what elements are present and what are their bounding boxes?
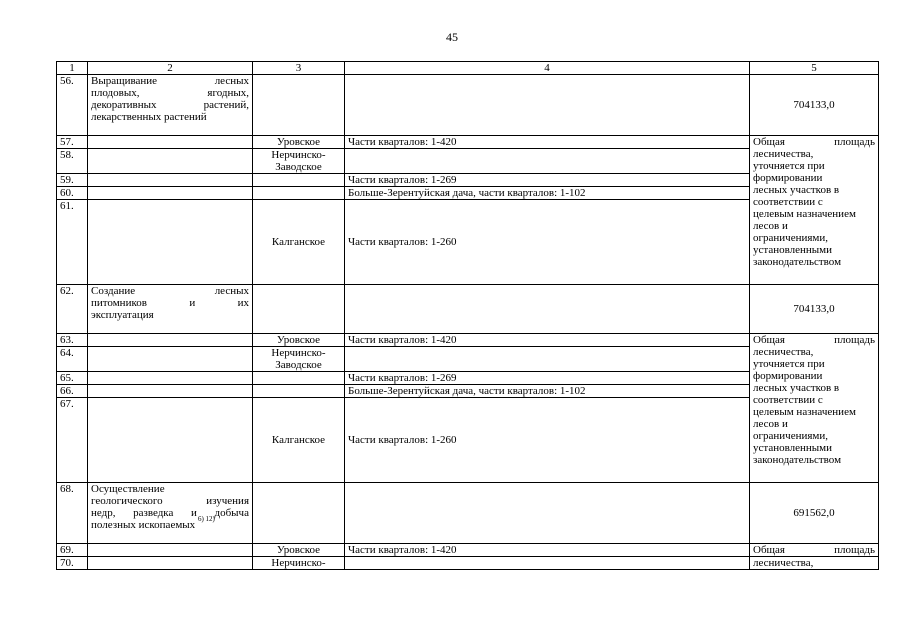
- note-line: установленными: [753, 244, 833, 256]
- note-line: уточняется при: [753, 358, 825, 370]
- parts-cell: Части кварталов: 1-420: [345, 136, 750, 149]
- activity-cell: [88, 385, 253, 398]
- table-row: [57, 557, 879, 570]
- note-line: соответствии с: [753, 394, 823, 406]
- row-number: 60.: [57, 187, 88, 200]
- note-cell: лесничества,: [750, 557, 879, 570]
- parts-cell: Части кварталов: 1-420: [345, 334, 750, 347]
- note-line: лесов и: [753, 220, 788, 232]
- row-number: 69.: [57, 544, 88, 557]
- forestry-cell: [253, 347, 345, 372]
- activity-line: геологического изучения: [91, 495, 249, 507]
- row-number: 56.: [57, 75, 88, 136]
- forestry-cell: Калганское: [253, 398, 345, 483]
- parts-cell: [345, 557, 750, 570]
- table-row: [57, 483, 879, 544]
- footnote-marker: 6) 12): [197, 515, 215, 523]
- forestry-line: Заводское: [275, 359, 322, 371]
- note-line: ограничениями,: [753, 232, 829, 244]
- note-line: лесничества,: [753, 148, 814, 160]
- row-number: 61.: [57, 200, 88, 285]
- parts-cell: Части кварталов: 1-260: [345, 200, 750, 285]
- note-cell: [750, 544, 879, 557]
- header-cell-1: 1: [57, 62, 88, 75]
- activity-line: Создание лесных: [91, 285, 249, 297]
- activity-line: плодовых, ягодных,: [91, 87, 249, 99]
- row-number: 57.: [57, 136, 88, 149]
- table-row: [57, 544, 879, 557]
- parts-cell: [345, 347, 750, 372]
- forestry-cell: [253, 385, 345, 398]
- forestry-cell: [253, 149, 345, 174]
- activity-cell: [88, 544, 253, 557]
- note-line: лесных участков в: [753, 184, 840, 196]
- activity-line: эксплуатация: [91, 309, 154, 321]
- note-line: лесничества,: [753, 346, 814, 358]
- row-number: 67.: [57, 398, 88, 483]
- forestry-cell: Уровское: [253, 334, 345, 347]
- page-number: 45: [446, 30, 458, 44]
- note-line: уточняется при: [753, 160, 825, 172]
- forest-use-table: [56, 61, 879, 570]
- parts-cell: Части кварталов: 1-420: [345, 544, 750, 557]
- row-number: 70.: [57, 557, 88, 570]
- forestry-line: Нерчинско-: [271, 347, 326, 359]
- note-line: целевым назначением: [753, 406, 856, 418]
- note-cell: [750, 136, 879, 285]
- table-row: [57, 136, 879, 149]
- activity-cell: [88, 372, 253, 385]
- note-line: ограничениями,: [753, 430, 829, 442]
- activity-cell: [88, 149, 253, 174]
- note-line: формировании: [753, 370, 823, 382]
- note-line: целевым назначением: [753, 208, 856, 220]
- note-line: лесов и: [753, 418, 788, 430]
- forestry-cell: Уровское: [253, 544, 345, 557]
- row-number: 59.: [57, 174, 88, 187]
- activity-cell: [88, 75, 253, 136]
- header-cell-4: 4: [345, 62, 750, 75]
- note-line: Общая площадь: [753, 136, 875, 148]
- activity-line: Выращивание лесных: [91, 75, 249, 87]
- activity-cell: [88, 200, 253, 285]
- header-cell-3: 3: [253, 62, 345, 75]
- note-line: соответствии с: [753, 196, 823, 208]
- area-cell: 691562,0: [750, 483, 879, 544]
- activity-cell: [88, 347, 253, 372]
- note-line: лесных участков в: [753, 382, 840, 394]
- activity-line: Осуществление: [91, 483, 165, 495]
- forestry-cell: Калганское: [253, 200, 345, 285]
- forestry-cell: Нерчинско-: [253, 557, 345, 570]
- note-line: формировании: [753, 172, 823, 184]
- activity-cell: [88, 557, 253, 570]
- note-line: Общая площадь: [753, 544, 875, 556]
- forestry-cell: [253, 285, 345, 334]
- table-row: [57, 75, 879, 136]
- row-number: 62.: [57, 285, 88, 334]
- parts-cell: Части кварталов: 1-269: [345, 174, 750, 187]
- forestry-cell: [253, 75, 345, 136]
- parts-cell: [345, 75, 750, 136]
- parts-cell: [345, 285, 750, 334]
- table-row: [57, 334, 879, 347]
- activity-cell: [88, 187, 253, 200]
- note-line: установленными: [753, 442, 833, 454]
- row-number: 63.: [57, 334, 88, 347]
- header-cell-2: 2: [88, 62, 253, 75]
- row-number: 68.: [57, 483, 88, 544]
- parts-cell: [345, 149, 750, 174]
- parts-cell: Части кварталов: 1-260: [345, 398, 750, 483]
- forestry-cell: Уровское: [253, 136, 345, 149]
- activity-cell: [88, 398, 253, 483]
- forestry-cell: [253, 187, 345, 200]
- area-cell: 704133,0: [750, 285, 879, 334]
- forestry-cell: [253, 483, 345, 544]
- table-header-row: [57, 62, 879, 75]
- parts-cell: [345, 483, 750, 544]
- row-number: 64.: [57, 347, 88, 372]
- row-number: 58.: [57, 149, 88, 174]
- forestry-line: Нерчинско-: [271, 149, 326, 161]
- forestry-line: Заводское: [275, 161, 322, 173]
- parts-cell: Больше-Зерентуйская дача, части кварталов: 1-102: [345, 187, 750, 200]
- parts-cell: Больше-Зерентуйская дача, части кварталов: 1-102: [345, 385, 750, 398]
- forestry-cell: [253, 174, 345, 187]
- activity-line: лекарственных растений: [91, 111, 207, 123]
- activity-line: недр, разведка и добыча: [91, 507, 249, 519]
- activity-cell: [88, 285, 253, 334]
- activity-cell: [88, 483, 253, 544]
- activity-cell: [88, 174, 253, 187]
- parts-cell: Части кварталов: 1-269: [345, 372, 750, 385]
- activity-line: полезных ископаемых 6) 12): [91, 515, 215, 531]
- activity-cell: [88, 334, 253, 347]
- note-line: законодательством: [753, 256, 842, 268]
- area-cell: 704133,0: [750, 75, 879, 136]
- activity-line: питомников и их: [91, 297, 249, 309]
- activity-line: декоративных растений,: [91, 99, 249, 111]
- note-line: Общая площадь: [753, 334, 875, 346]
- note-line: законодательством: [753, 454, 842, 466]
- activity-cell: [88, 136, 253, 149]
- table-row: [57, 285, 879, 334]
- note-cell: [750, 334, 879, 483]
- header-cell-5: 5: [750, 62, 879, 75]
- row-number: 66.: [57, 385, 88, 398]
- forestry-cell: [253, 372, 345, 385]
- row-number: 65.: [57, 372, 88, 385]
